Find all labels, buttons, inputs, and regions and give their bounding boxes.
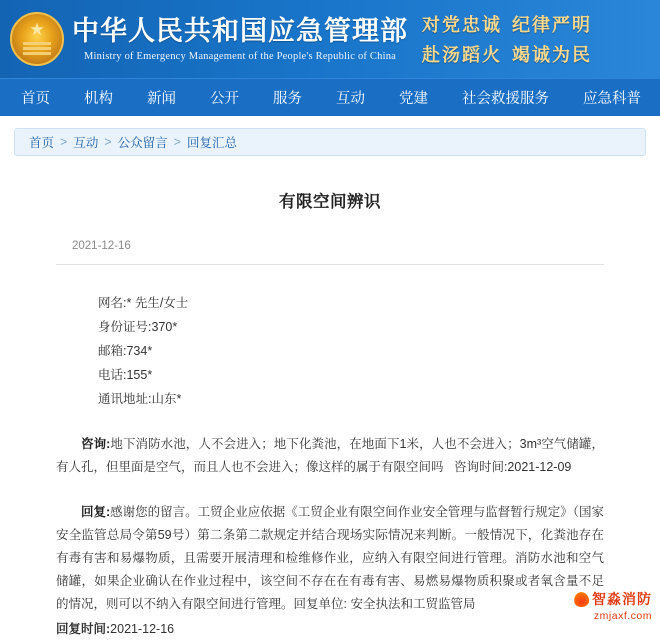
slogan-line-4: 竭诚为民 (512, 45, 592, 66)
field-id-number (98, 315, 604, 339)
watermark-brand-cn: 智淼消防 (592, 591, 652, 607)
field-email-value: 734* (126, 344, 153, 358)
slogan-line-2: 纪律严明 (512, 15, 592, 36)
question-lead-label: 咨询: (81, 437, 111, 451)
field-email (98, 339, 604, 363)
site-title-cn: 中华人民共和国应急管理部 (72, 15, 408, 47)
breadcrumb-item-public-messages[interactable]: 公众留言 (117, 136, 168, 150)
field-address-value: 山东* (151, 392, 182, 406)
nav-item-home[interactable]: 首页 (21, 91, 50, 107)
field-id-number-label: 身份证号: (98, 320, 152, 334)
breadcrumb-item-interaction[interactable]: 互动 (73, 136, 99, 150)
field-address-label: 通讯地址: (98, 392, 152, 406)
field-address (98, 387, 604, 411)
watermark-brand-url: zmjaxf.com (593, 610, 652, 622)
question-text: 地下消防水池，人不会进入；地下化粪池，在地面下1米，人也不会进入；3m³空气储罐，有人孔，但里面是空气，而且人也不会进入；像这样的属于有限空间吗 (56, 437, 604, 474)
nav-item-party-building[interactable]: 党建 (399, 91, 428, 107)
nav-item-social-rescue[interactable]: 社会救援服务 (462, 91, 549, 107)
question-time-value: 2021-12-09 (507, 460, 572, 474)
field-phone-label: 电话: (98, 368, 127, 382)
field-phone (98, 363, 604, 387)
nav-item-organization[interactable]: 机构 (84, 91, 113, 107)
page-title: 有限空间辨识 (279, 193, 381, 211)
slogan-block (422, 11, 592, 67)
field-email-label: 邮箱: (98, 344, 127, 358)
field-id-number-value: 370* (151, 320, 178, 334)
slogan-line-1: 对党忠诚 (422, 15, 502, 36)
field-phone-value: 155* (126, 368, 153, 382)
document-body (14, 188, 646, 640)
nav-item-emergency-science[interactable]: 应急科普 (583, 91, 641, 107)
breadcrumb (14, 128, 646, 156)
nav-item-services[interactable]: 服务 (273, 91, 302, 107)
user-info-fields (56, 291, 604, 411)
document-date: 2021-12-16 (72, 240, 131, 252)
site-title-en: Ministry of Emergency Management of the People's Republic of China (83, 51, 397, 63)
main-navigation (0, 78, 660, 116)
field-nickname-label: 网名: (98, 296, 127, 310)
answer-time-label: 回复时间: (56, 622, 111, 636)
answer-lead-label: 回复: (81, 505, 111, 519)
answer-time-value: 2021-12-16 (110, 622, 175, 636)
question-time-label: 咨询时间: (453, 460, 508, 474)
nav-item-news[interactable]: 新闻 (147, 91, 176, 107)
answer-time (56, 618, 604, 640)
content-area (0, 116, 660, 640)
divider (56, 264, 604, 265)
field-nickname-value: * 先生/女士 (126, 296, 189, 310)
answer-paragraph (56, 501, 604, 616)
field-nickname (98, 291, 604, 315)
breadcrumb-item-home[interactable]: 首页 (29, 136, 55, 150)
breadcrumb-separator-2: > (104, 135, 112, 149)
question-paragraph (56, 433, 604, 479)
nav-item-disclosure[interactable]: 公开 (210, 91, 239, 107)
slogan-line-3: 赴汤蹈火 (422, 45, 502, 66)
site-title-block (72, 16, 408, 62)
national-emblem-icon (10, 12, 64, 66)
site-header (0, 0, 660, 78)
breadcrumb-separator-3: > (173, 135, 181, 149)
breadcrumb-item-reply-summary[interactable]: 回复汇总 (186, 136, 237, 150)
answer-text: 感谢您的留言。工贸企业应依据《工贸企业有限空间作业安全管理与监督暂行规定》（国家安全监管总局令第59号）第二条第二款规定并结合现场实际情况来判断。一般情况下，化粪池存在有毒有害和易爆物质，且需要开展清理和检维修作业，应纳入有限空间进行管理。消防水池和空气储罐，如果企业确认在作业过程中，该空间不存在在有毒有害、易燃易爆物质积聚或者氧含量不足的情况，则可以不纳入有限空间进行管理。回复单位: 安全执法和工贸监管局 (56, 505, 604, 611)
nav-item-interaction[interactable]: 互动 (336, 91, 365, 107)
breadcrumb-separator-1: > (60, 135, 68, 149)
